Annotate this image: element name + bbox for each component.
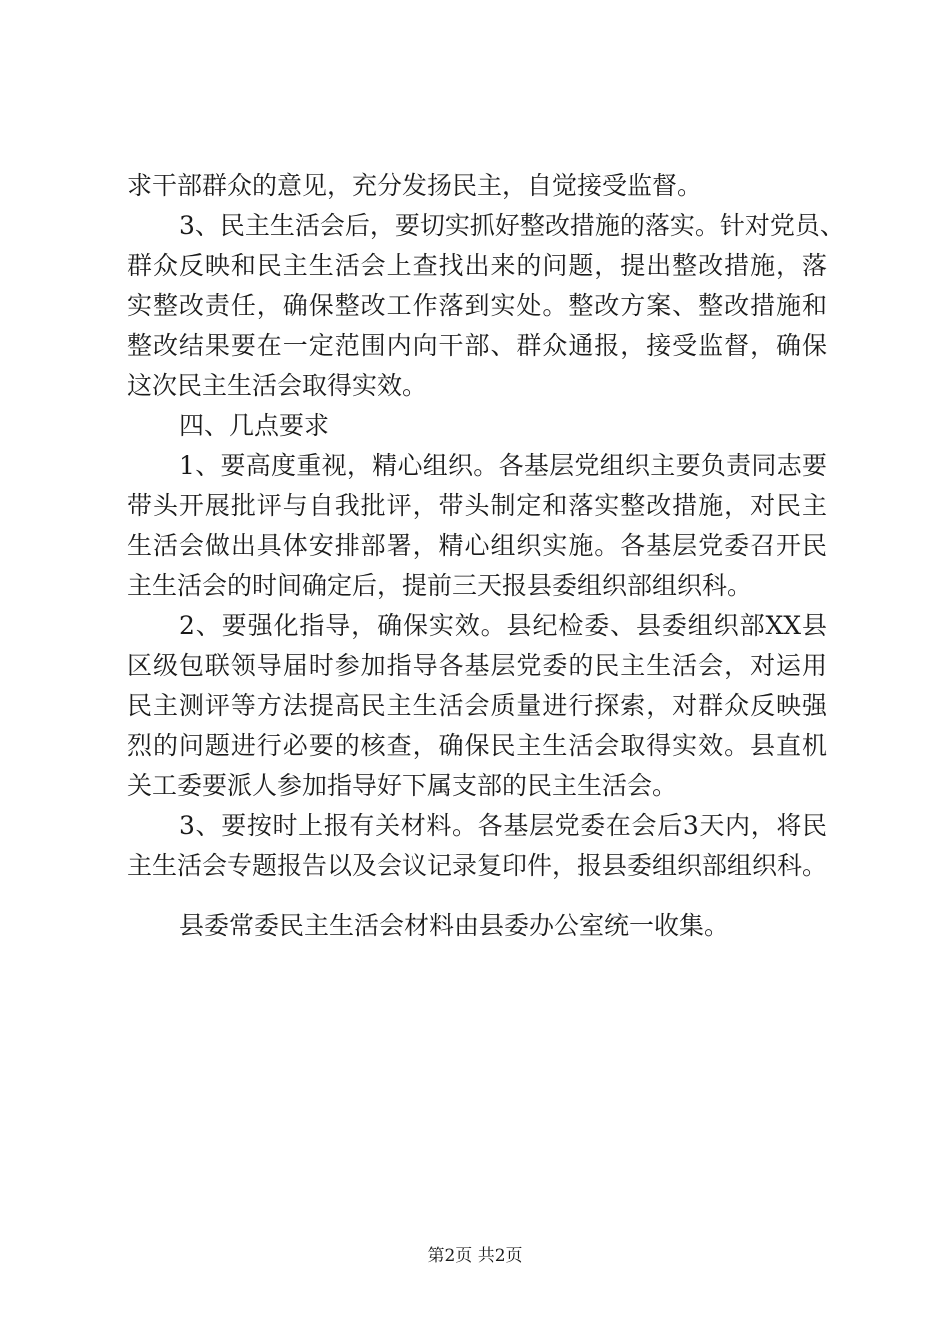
paragraph-gap <box>127 886 827 906</box>
document-body <box>127 166 845 946</box>
text-line: 关工委要派人参加指导好下属支部的民主生活会。 <box>127 771 678 800</box>
text-line: 2、要强化指导，确保实效。县纪检委、县委组织部XX县 <box>179 611 827 640</box>
text-line: 整改结果要在一定范围内向干部、群众通报，接受监督，确保 <box>127 331 827 360</box>
text-line: 3、民主生活会后，要切实抓好整改措施的落实。针对党员、 <box>179 211 845 240</box>
text-line: 求干部群众的意见，充分发扬民主，自觉接受监督。 <box>127 171 703 200</box>
text-line: 主生活会专题报告以及会议记录复印件，报县委组织部组织科。 <box>127 851 828 880</box>
page-footer: 第2页 共2页 <box>427 1246 523 1266</box>
text-line: 区级包联领导届时参加指导各基层党委的民主生活会，对运用 <box>127 651 827 680</box>
text-line: 这次民主生活会取得实效。 <box>127 371 428 400</box>
text-line: 带头开展批评与自我批评，带头制定和落实整改措施，对民主 <box>127 491 827 520</box>
text-line: 1、要高度重视，精心组织。各基层党组织主要负责同志要 <box>179 451 827 480</box>
text-line: 3、要按时上报有关材料。各基层党委在会后3天内，将民 <box>179 811 827 840</box>
section-heading: 四、几点要求 <box>179 411 330 440</box>
text-line: 实整改责任，确保整改工作落到实处。整改方案、整改措施和 <box>127 291 827 320</box>
text-line: 主生活会的时间确定后，提前三天报县委组织部组织科。 <box>127 571 753 600</box>
closing-note: 县委常委民主生活会材料由县委办公室统一收集。 <box>179 911 730 940</box>
text-line: 民主测评等方法提高民主生活会质量进行探索，对群众反映强 <box>127 691 827 720</box>
text-line: 烈的问题进行必要的核查，确保民主生活会取得实效。县直机 <box>127 731 827 760</box>
text-line: 群众反映和民主生活会上查找出来的问题，提出整改措施，落 <box>127 251 827 280</box>
text-line: 生活会做出具体安排部署，精心组织实施。各基层党委召开民 <box>127 531 827 560</box>
